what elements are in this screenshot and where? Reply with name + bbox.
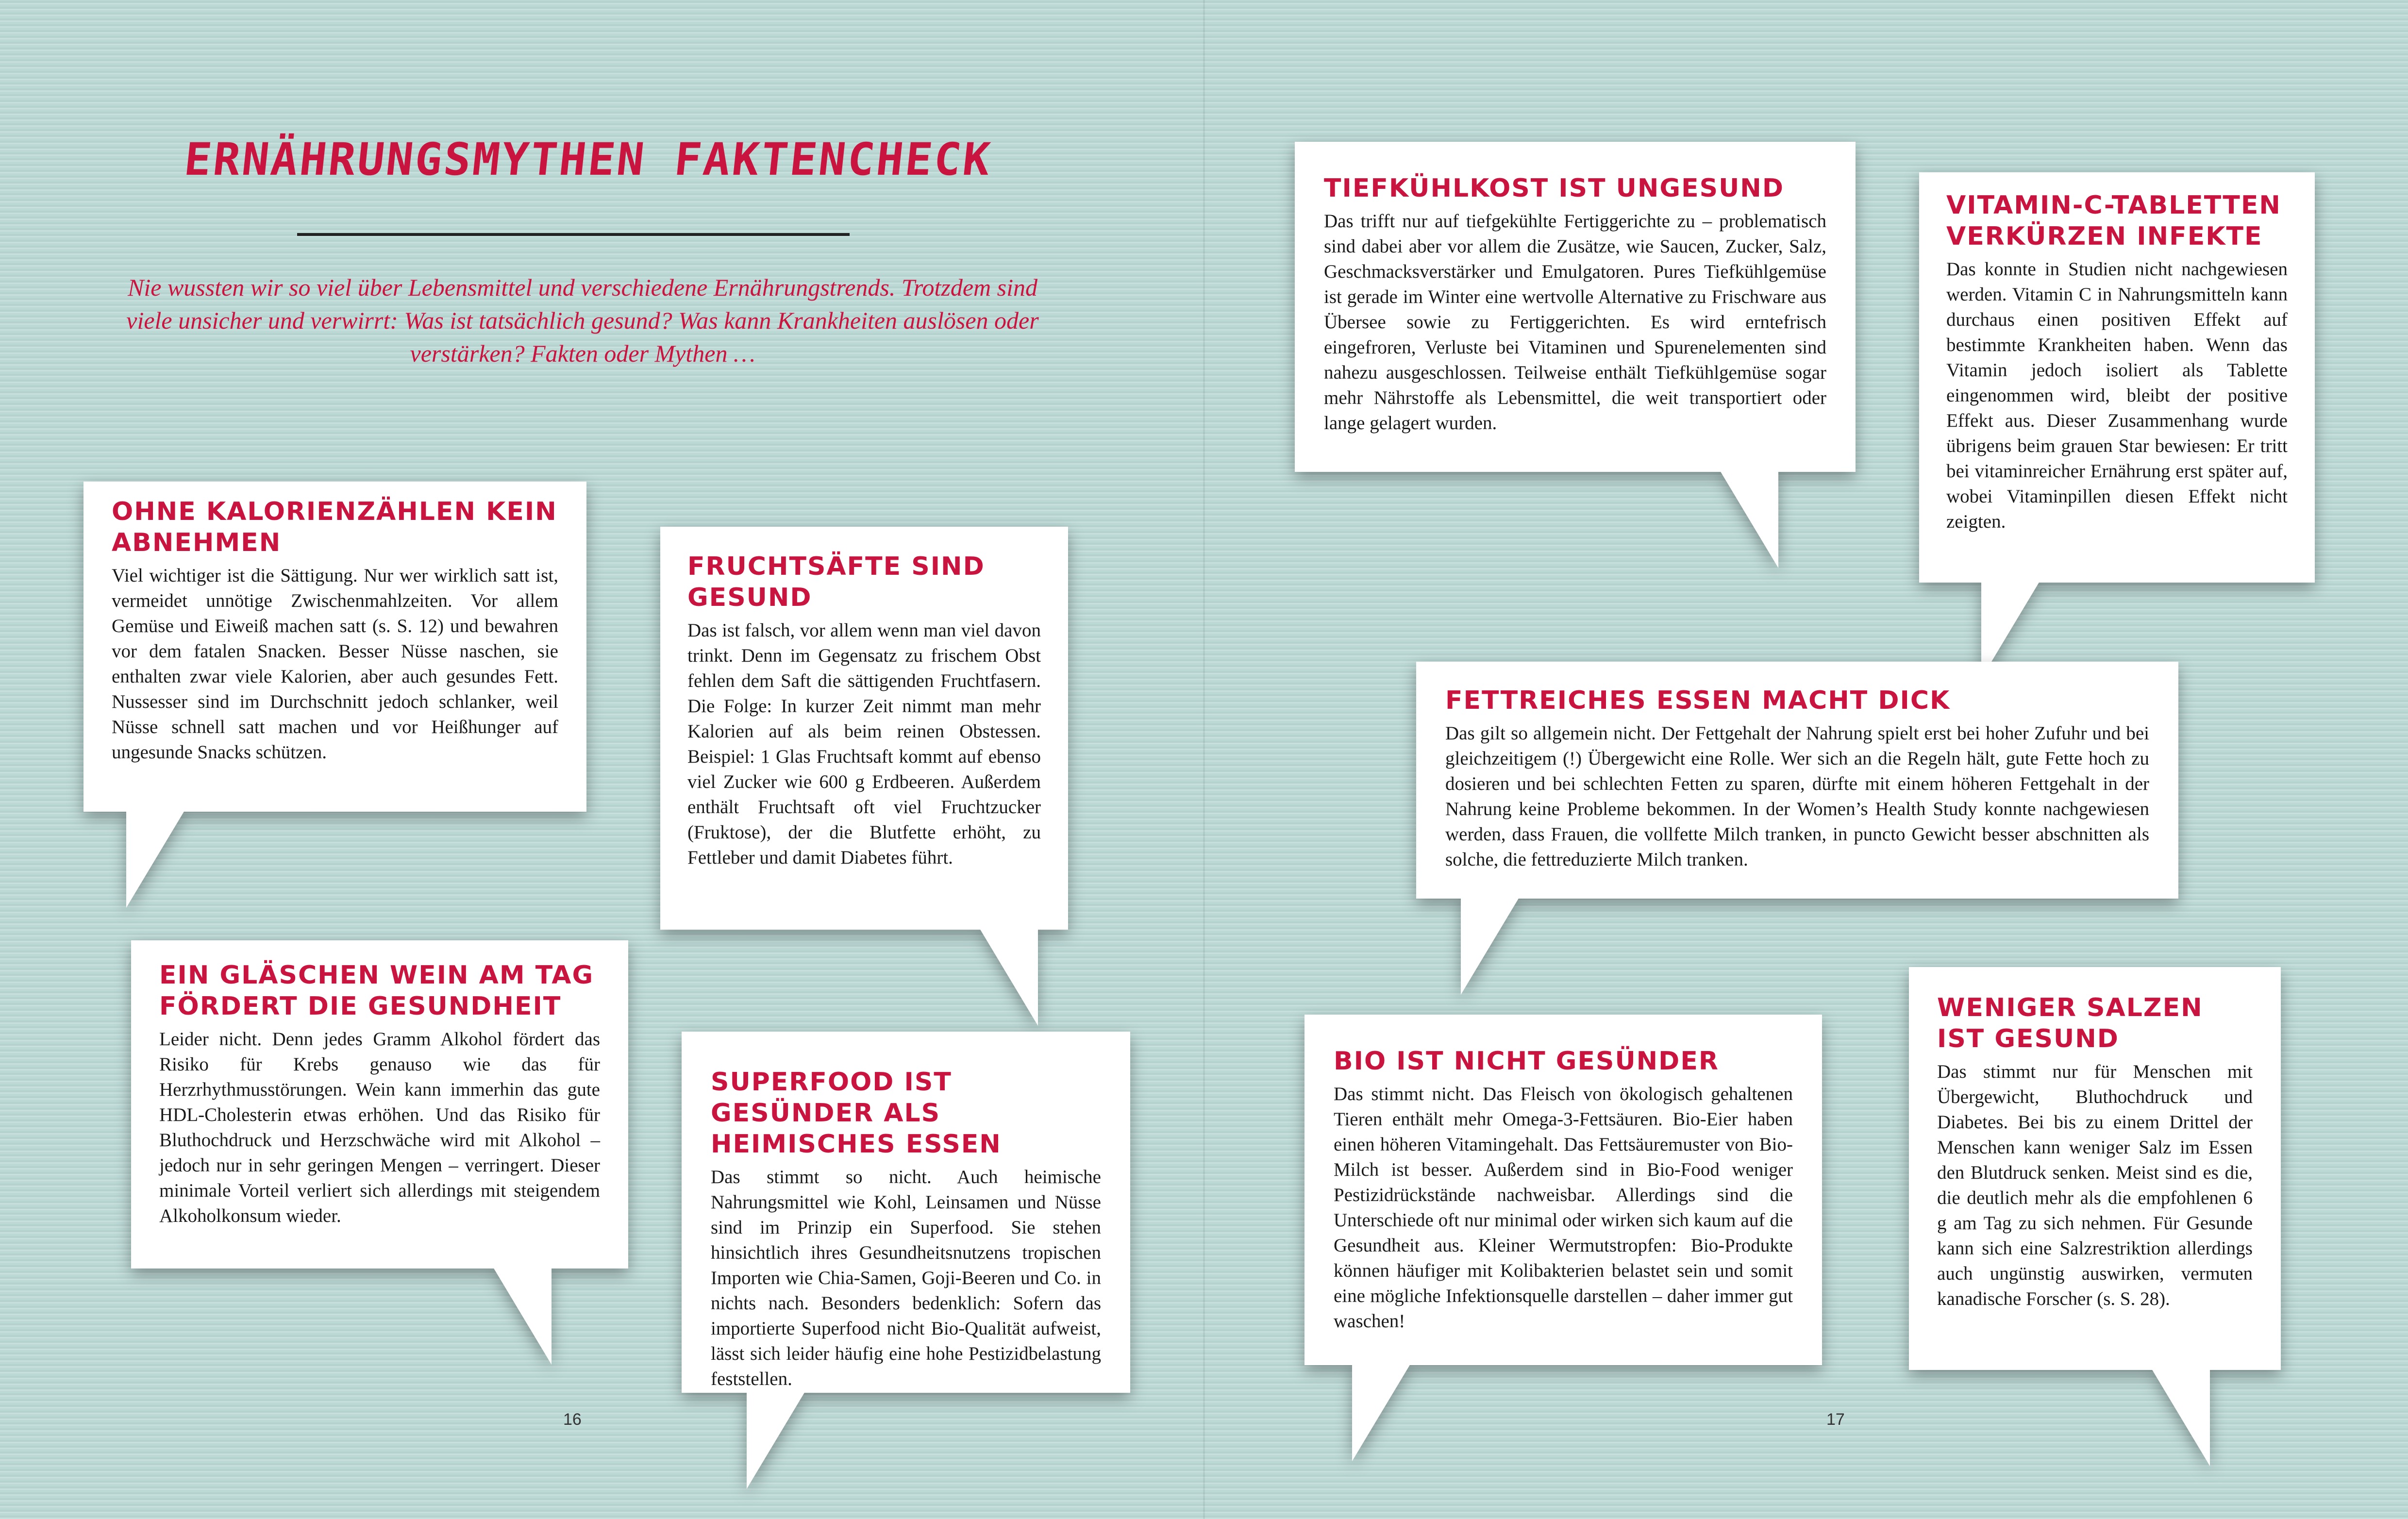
intro-text: Nie wussten wir so viel über Lebensmittel und verschiedene Ernährungstrends. Trotzdem sind viele unsicher und verwirrt: Was ist tatsächlich gesund? Was kann Krankheiten auslösen oder verstärken? Fakten oder Mythen … — [126, 274, 1039, 367]
myth-text: Das stimmt nicht. Das Fleisch von ökologisch gehaltenen Tieren enthält mehr Omega-3-Fettsäuren. Bio-Eier haben einen höheren Vitamingehalt. Das Fettsäuremuster von Bio-Milch ist besser. Außerdem sind in Bio-Food weniger Pestizidrückstände nachweisbar. Allerdings sind die Unterschiede oft nur minimal oder wirken sich kaum auf die Gesundheit aus. Kleiner Wermutstropfen: Bio-Produkte können häufiger mit Kolibakterien belastet sein und somit eine mögliche Infektionsquelle darstellen – daher immer gut waschen! — [1334, 1084, 1793, 1332]
myth-bubble-calories — [84, 482, 586, 812]
myth-heading: WENIGER SALZEN IST GESUND — [1937, 993, 2203, 1053]
bubble-tail — [747, 1392, 805, 1489]
myth-bubble-wine — [131, 940, 628, 1269]
myth-text: Leider nicht. Denn jedes Gramm Alkohol fördert das Risiko für Krebs genauso wie das für Herzrhythmusstörungen. Wein kann immerhin das gute HDL-Cholesterin etwas erhöhen. Und das Risiko für Bluthochdruck und Herzschwäche wird mit Alkohol – jedoch nur in sehr geringen Mengen – verringert. Dieser minimale Vorteil verliert sich allerdings mit steigendem Alkoholkonsum wieder. — [159, 1029, 600, 1226]
myth-heading: FETTREICHES ESSEN MACHT DICK — [1445, 686, 1951, 715]
myth-bubble-frozen-food — [1295, 142, 1856, 472]
bubble-tail — [1720, 471, 1778, 568]
myth-heading: TIEFKÜHLKOST IST UNGESUND — [1324, 174, 1784, 203]
bubble-tail — [980, 929, 1038, 1026]
myth-text: Das konnte in Studien nicht nachgewiesen werden. Vitamin C in Nahrungsmitteln kann durchaus einen positiven Effekt auf bestimmte Krankheiten haben. Wenn das Vitamin jedoch isoliert als Tablette eingenommen wird, bleibt der positive Effekt aus. Dieser Zusammenhang wurde übrigens beim grauen Star bewiesen: Er tritt bei vitaminreicher Ernährung erst später auf, wobei Vitaminpillen diesen Effekt nicht zeigten. — [1946, 259, 2288, 532]
myth-text: Das stimmt nur für Menschen mit Übergewicht, Bluthochdruck und Diabetes. Bei bis zu einem Drittel der Menschen kann weniger Salz im Essen den Blutdruck senken. Meist sind es die, die deutlich mehr als die empfohlenen 6 g am Tag zu sich nehmen. Für Gesunde kann sich eine Salzrestriktion allerdings auch ungünstig auswirken, vermuten kanadische Forscher (s. S. 28). — [1937, 1061, 2253, 1309]
bubble-tail — [1352, 1364, 1410, 1461]
bubble-tail — [1461, 898, 1519, 995]
page-number-right: 17 — [1826, 1410, 1845, 1429]
bubble-tail — [2152, 1369, 2210, 1466]
myth-text: Viel wichtiger ist die Sättigung. Nur wer wirklich satt ist, vermeidet unnötige Zwischenmahlzeiten. Vor allem Gemüse und Eiweiß machen satt (s. S. 12) und bewahren vor dem fatalen Snacken. Besser Nüsse naschen, sie enthalten zwar viele Kalorien, aber auch gesundes Fett. Nussesser sind im Durchschnitt jedoch schlanker, weil Nüsse schnell satt machen und vor Heißhunger auf ungesunde Snacks schützen. — [112, 565, 558, 763]
title-divider — [297, 233, 850, 236]
myth-text: Das stimmt so nicht. Auch heimische Nahrungsmittel wie Kohl, Leinsamen und Nüsse sind im Prinzip ein Superfood. Sie stehen hinsichtlich ihres Gesundheitsnutzens tropischen Importen wie Chia-Samen, Goji-Beeren und Co. in nichts nach. Besonders bedenklich: Sofern das importierte Superfood nicht Bio-Qualität aufweist, lässt sich leider häufig eine hohe Pestizidbelastung feststellen. — [711, 1167, 1101, 1389]
page-title: ERNÄHRUNGSMYTHEN FAKTENCHECK — [182, 134, 995, 185]
myth-text: Das trifft nur auf tiefgekühlte Fertiggerichte zu – problematisch sind dabei aber vor allem die Zusätze, wie Saucen, Zucker, Salz, Geschmacksverstärker und Emulgatoren. Pures Tiefkühlgemüse ist gerade im Winter eine wertvolle Alternative zu Frischware aus Übersee sowie zu Fertiggerichten. Es wird erntefrisch eingefroren, Verluste bei Vitaminen und Spurenelementen sind nahezu ausgeschlossen. Teilweise enthält Tiefkühlgemüse sogar mehr Nährstoffe als Lebensmittel, die weit transportiert oder lange gelagert wurden. — [1324, 211, 1826, 434]
myth-bubble-vitamin-c — [1919, 172, 2315, 583]
myth-heading: EIN GLÄSCHEN WEIN AM TAG FÖRDERT DIE GESUNDHEIT — [159, 961, 594, 1021]
myth-heading: VITAMIN-C-TABLETTEN VERKÜRZEN INFEKTE — [1946, 191, 2281, 251]
myth-heading: OHNE KALORIENZÄHLEN KEIN ABNEHMEN — [112, 497, 557, 557]
myth-bubble-fruit-juice — [660, 527, 1068, 930]
myth-bubble-superfood — [682, 1032, 1130, 1393]
page-fold — [1203, 0, 1205, 1519]
bubble-tail — [126, 811, 184, 908]
myth-heading: BIO IST NICHT GESÜNDER — [1334, 1047, 1719, 1076]
myth-bubble-salt — [1909, 967, 2281, 1370]
myth-text: Das gilt so allgemein nicht. Der Fettgehalt der Nahrung spielt erst bei hoher Zufuhr und bei gleichzeitigem (!) Übergewicht eine Rolle. Wer sich an die Regeln hält, gute Fette hoch zu dosieren und bei schlechten Fetten zu sparen, dürfte mit einem höheren Fettgehalt in der Nahrung keine Probleme bekommen. In der Women’s Health Study konnte nachgewiesen werden, dass Frauen, die vollfette Milch tranken, in puncto Gewicht besser abschnitten als solche, die fettreduzierte Milch tranken. — [1445, 723, 2149, 870]
bubble-tail — [493, 1268, 552, 1365]
myth-heading: SUPERFOOD IST GESÜNDER ALS HEIMISCHES ESSEN — [711, 1068, 1002, 1159]
myth-heading: FRUCHTSÄFTE SIND GESUND — [687, 552, 985, 612]
myth-bubble-fatty-food — [1416, 662, 2178, 899]
myth-text: Das ist falsch, vor allem wenn man viel davon trinkt. Denn im Gegensatz zu frischem Obst fehlen dem Saft die sättigenden Fruchtfasern. Die Folge: In kurzer Zeit nimmt man mehr Kalorien auf als beim reinen Obstessen. Beispiel: 1 Glas Fruchtsaft kommt auf ebenso viel Zucker wie 600 g Erdbeeren. Außerdem enthält Fruchtsaft oft viel Fruchtzucker (Fruktose), der die Blutfette erhöht, zu Fettleber und damit Diabetes führt. — [687, 620, 1041, 868]
page-number-left: 16 — [563, 1410, 582, 1429]
myth-bubble-organic — [1304, 1015, 1822, 1365]
